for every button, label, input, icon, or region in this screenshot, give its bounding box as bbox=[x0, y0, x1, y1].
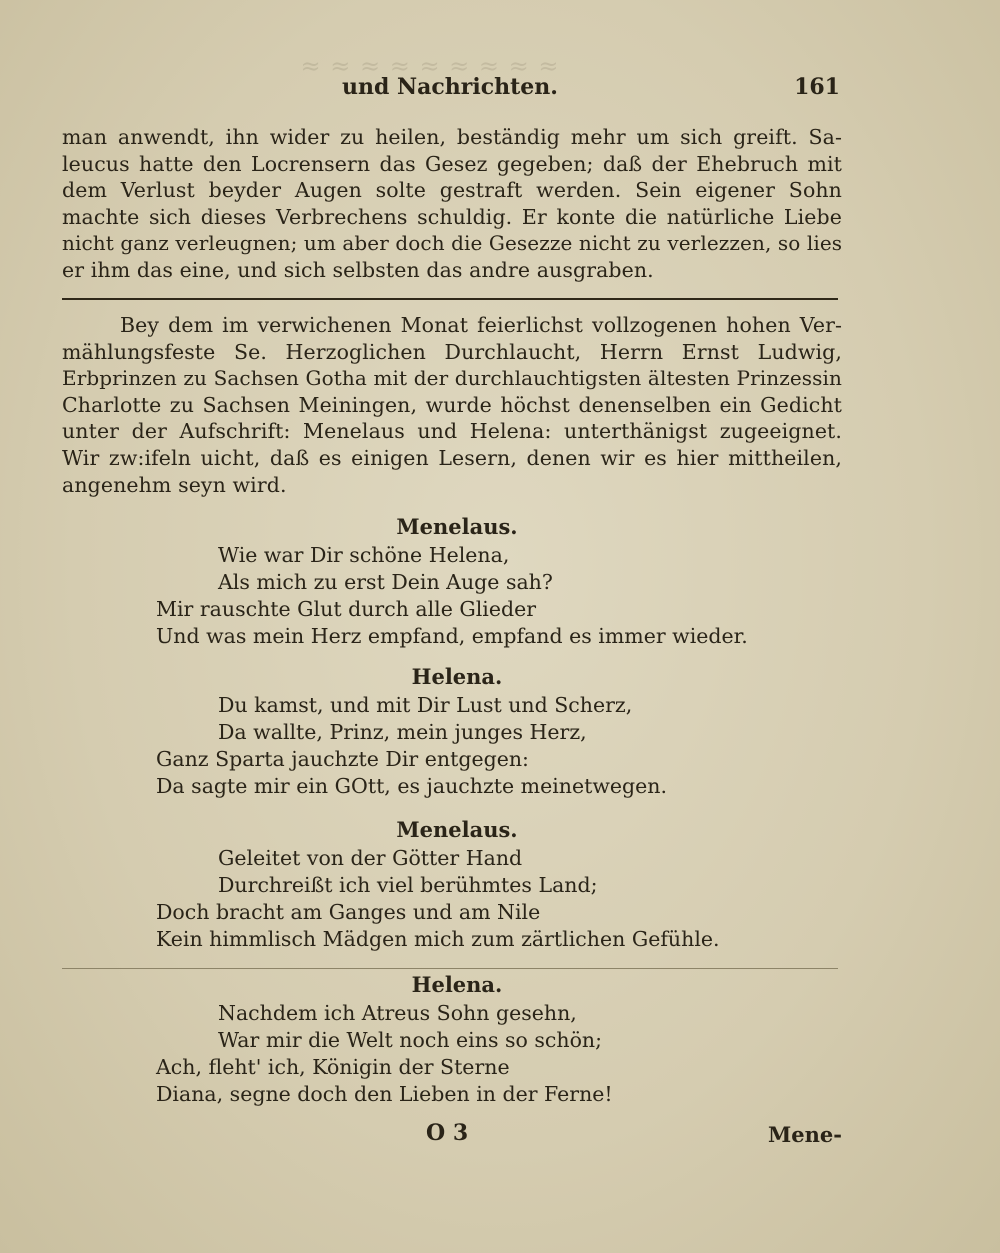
text-line: man anwendt, ihn wider zu heilen, beständig mehr um sich greift. Sa- bbox=[62, 125, 842, 149]
verse-line: Wie war Dir schöne Helena, bbox=[218, 543, 510, 567]
verse-line: Kein himmlisch Mädgen mich zum zärtlichen Gefühle. bbox=[156, 927, 720, 951]
text-line: er ihm das eine, und sich selbsten das andre ausgraben. bbox=[62, 257, 654, 282]
verse-line: Als mich zu erst Dein Auge sah? bbox=[218, 570, 553, 594]
text-line: unter der Aufschrift: Menelaus und Helena: unterthänigst zugeeignet. bbox=[62, 419, 842, 444]
text-line: machte sich dieses Verbrechens schuldig. Er konte die natürliche Liebe bbox=[62, 204, 842, 229]
verse-line: Da sagte mir ein GOtt, es jauchzte meinetwegen. bbox=[156, 774, 668, 798]
page-header bbox=[60, 74, 840, 108]
verse-line: Doch bracht am Ganges und am Nile bbox=[156, 900, 541, 924]
speaker-heading: Menelaus. bbox=[396, 817, 518, 842]
speaker-heading: Menelaus. bbox=[396, 514, 518, 539]
verse-line: Nachdem ich Atreus Sohn gesehn, bbox=[218, 1001, 577, 1025]
text-line: Bey dem im verwichenen Monat feierlichst vollzogenen hohen Ver- bbox=[120, 313, 842, 337]
text-line: Wir zw:ifeln uicht, daß es einigen Lesern, denen wir es hier mittheilen, bbox=[62, 445, 842, 470]
verse-line: Ach, fleht' ich, Königin der Sterne bbox=[156, 1055, 510, 1079]
verse-line: Und was mein Herz empfand, empfand es immer wieder. bbox=[156, 624, 748, 648]
poem-stanza-1 bbox=[62, 512, 842, 650]
page-number: 161 bbox=[794, 74, 840, 100]
verse-line: Du kamst, und mit Dir Lust und Scherz, bbox=[218, 693, 633, 717]
paragraph-seleucus bbox=[62, 124, 842, 284]
paragraph-wedding bbox=[62, 312, 842, 498]
verse-line: War mir die Welt noch eins so schön; bbox=[218, 1028, 603, 1052]
signature-mark: O 3 bbox=[426, 1120, 469, 1146]
text-line: mählungsfeste Se. Herzoglichen Durchlaucht, Herrn Ernst Ludwig, bbox=[62, 339, 842, 364]
verse-line: Durchreißt ich viel berühmtes Land; bbox=[218, 873, 598, 897]
verse-line: Ganz Sparta jauchzte Dir entgegen: bbox=[156, 747, 529, 771]
text-line: dem Verlust beyder Augen solte gestraft werden. Sein eigener Sohn bbox=[62, 178, 842, 203]
poem-stanza-4 bbox=[62, 970, 842, 1108]
text-line: angenehm seyn wird. bbox=[62, 472, 287, 497]
section-divider bbox=[62, 298, 838, 300]
running-title: und Nachrichten. bbox=[342, 74, 558, 100]
faint-divider bbox=[62, 968, 838, 969]
text-line: Erbprinzen zu Sachsen Gotha mit der durchlauchtigsten ältesten Prinzessin bbox=[62, 366, 842, 391]
bleed-through-text: ≈ ≈ ≈ ≈ ≈ ≈ ≈ ≈ ≈ bbox=[300, 52, 560, 80]
speaker-heading: Helena. bbox=[411, 664, 503, 689]
poem-stanza-2 bbox=[62, 662, 842, 800]
catchword: Mene- bbox=[768, 1122, 842, 1147]
verse-line: Diana, segne doch den Lieben in der Ferne! bbox=[156, 1082, 613, 1106]
text-line: Charlotte zu Sachsen Meiningen, wurde höchst denenselben ein Gedicht bbox=[62, 392, 842, 417]
text-line: leucus hatte den Locrensern das Gesez gegeben; daß der Ehebruch mit bbox=[62, 151, 842, 176]
verse-line: Mir rauschte Glut durch alle Glieder bbox=[156, 597, 537, 621]
verse-line: Geleitet von der Götter Hand bbox=[218, 846, 523, 870]
page-footer bbox=[62, 1120, 842, 1150]
poem-stanza-3 bbox=[62, 815, 842, 953]
text-line: nicht ganz verleugnen; um aber doch die Gesezze nicht zu verlezzen, so lies bbox=[62, 231, 843, 256]
speaker-heading: Helena. bbox=[411, 972, 503, 997]
verse-line: Da wallte, Prinz, mein junges Herz, bbox=[218, 720, 587, 744]
